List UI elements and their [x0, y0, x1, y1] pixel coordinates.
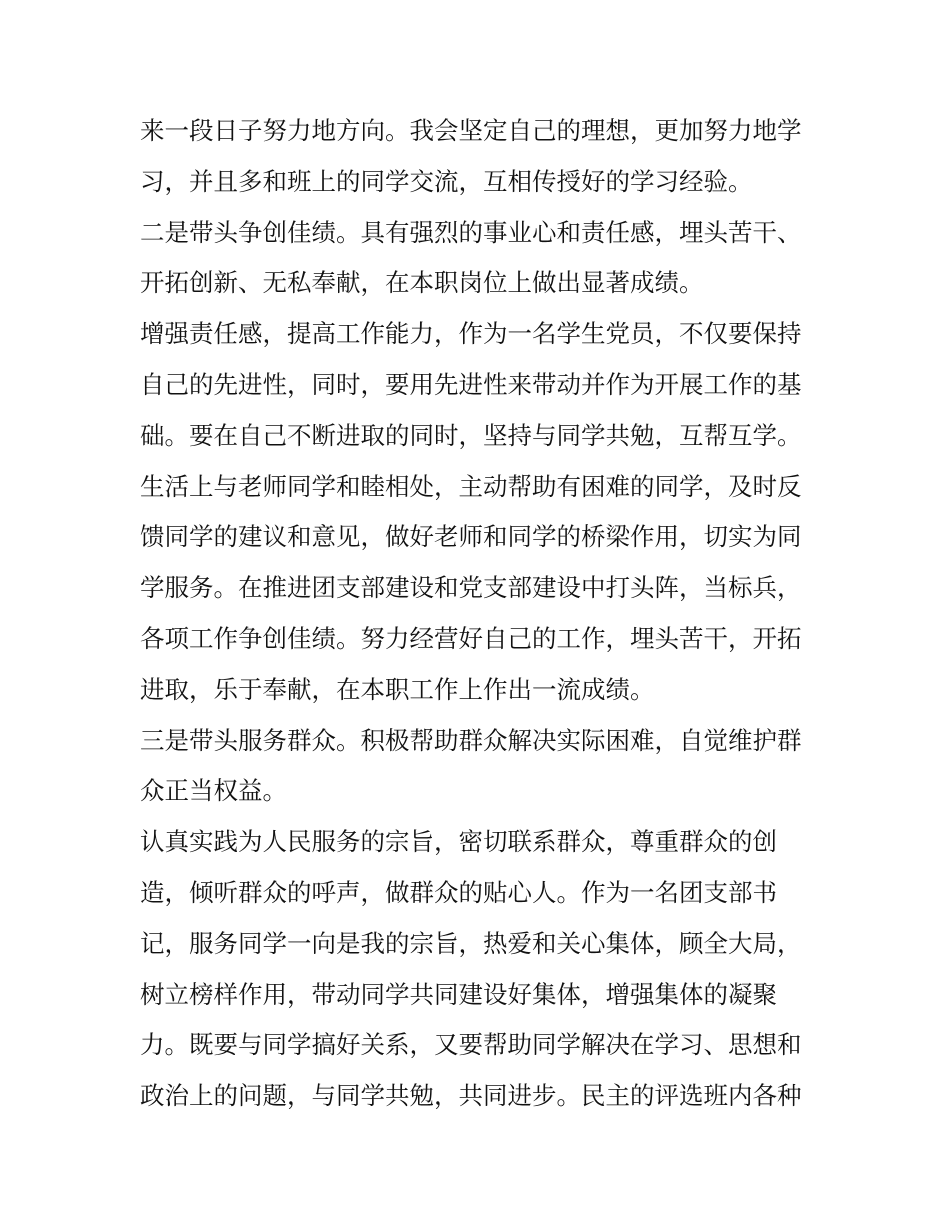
text-line: 础。要在自己不断进取的同时，坚持与同学共勉，互帮互学。 [140, 420, 802, 450]
text-line: 开拓创新、无私奉献，在本职岗位上做出显著成绩。 [140, 268, 704, 298]
text-line: 各项工作争创佳绩。努力经营好自己的工作，埋头苦干，开拓 [140, 623, 802, 653]
text-line: 习，并且多和班上的同学交流，互相传授好的学习经验。 [140, 166, 753, 196]
body-text [140, 106, 820, 1122]
text-line: 树立榜样作用，带动同学共同建设好集体，增强集体的凝聚 [140, 979, 777, 1009]
text-line: 馈同学的建议和意见，做好老师和同学的桥梁作用，切实为同 [140, 522, 802, 552]
text-line: 众正当权益。 [140, 776, 287, 806]
text-line: 增强责任感，提高工作能力，作为一名学生党员，不仅要保持 [140, 319, 802, 349]
text-line: 学服务。在推进团支部建设和党支部建设中打头阵，当标兵， [140, 573, 802, 603]
text-line: 进取，乐于奉献，在本职工作上作出一流成绩。 [140, 674, 655, 704]
text-line: 三是带头服务群众。积极帮助群众解决实际困难，自觉维护群 [140, 725, 802, 755]
text-line: 记，服务同学一向是我的宗旨，热爱和关心集体，顾全大局， [140, 928, 802, 958]
text-line: 自己的先进性，同时，要用先进性来带动并作为开展工作的基 [140, 369, 802, 399]
text-line: 生活上与老师同学和睦相处，主动帮助有困难的同学，及时反 [140, 471, 802, 501]
text-line: 来一段日子努力地方向。我会坚定自己的理想，更加努力地学 [140, 116, 802, 145]
text-line: 造，倾听群众的呼声，做群众的贴心人。作为一名团支部书 [140, 877, 777, 907]
text-line: 认真实践为人民服务的宗旨，密切联系群众，尊重群众的创 [140, 827, 777, 857]
text-line: 政治上的问题，与同学共勉，共同进步。民主的评选班内各种 [140, 1081, 802, 1111]
text-line: 二是带头争创佳绩。具有强烈的事业心和责任感，埋头苦干、 [140, 217, 802, 247]
text-line: 力。既要与同学搞好关系，又要帮助同学解决在学习、思想和 [140, 1030, 802, 1060]
